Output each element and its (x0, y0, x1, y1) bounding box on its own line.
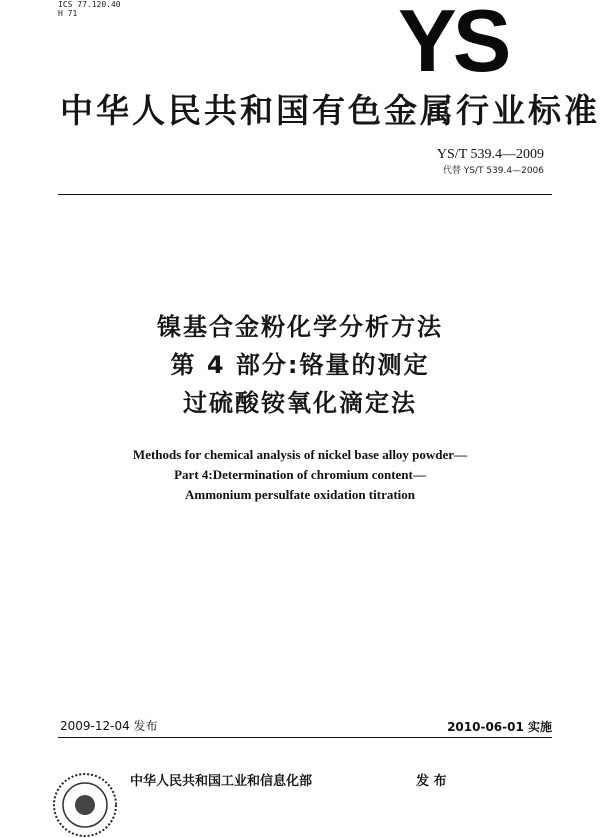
issuer-name: 中华人民共和国工业和信息化部 (130, 774, 313, 789)
footer-divider (58, 737, 552, 738)
title-cn-line-2: 第 4 部分:铬量的测定 (170, 351, 430, 379)
ics-code (58, 0, 121, 18)
ics-line-2: H 71 (58, 9, 78, 18)
ministry-seal-icon (52, 772, 118, 838)
issuer-action: 发 布 (416, 774, 447, 789)
standard-number: YS/T 539.4—2009 (436, 147, 544, 162)
org-title: 中华人民共和国有色金属行业标准 (60, 91, 600, 130)
issue-date: 2009-12-04 发布 (60, 719, 158, 733)
title-cn-line-3: 过硫酸铵氧化滴定法 (183, 389, 417, 417)
standard-replaces: 代替 YS/T 539.4—2006 (442, 166, 544, 176)
effective-date: 2010-06-01 实施 (447, 720, 552, 734)
title-en-line-2: Part 4:Determination of chromium content— (174, 467, 426, 482)
title-cn-line-1: 镍基合金粉化学分析方法 (157, 313, 443, 341)
ys-logo: YS (398, 0, 508, 90)
ics-line-1: ICS 77.120.40 (58, 0, 121, 9)
title-en-line-3: Ammonium persulfate oxidation titration (184, 487, 416, 502)
header-divider (58, 194, 552, 195)
title-en-line-1: Methods for chemical analysis of nickel base alloy powder— (132, 447, 468, 462)
